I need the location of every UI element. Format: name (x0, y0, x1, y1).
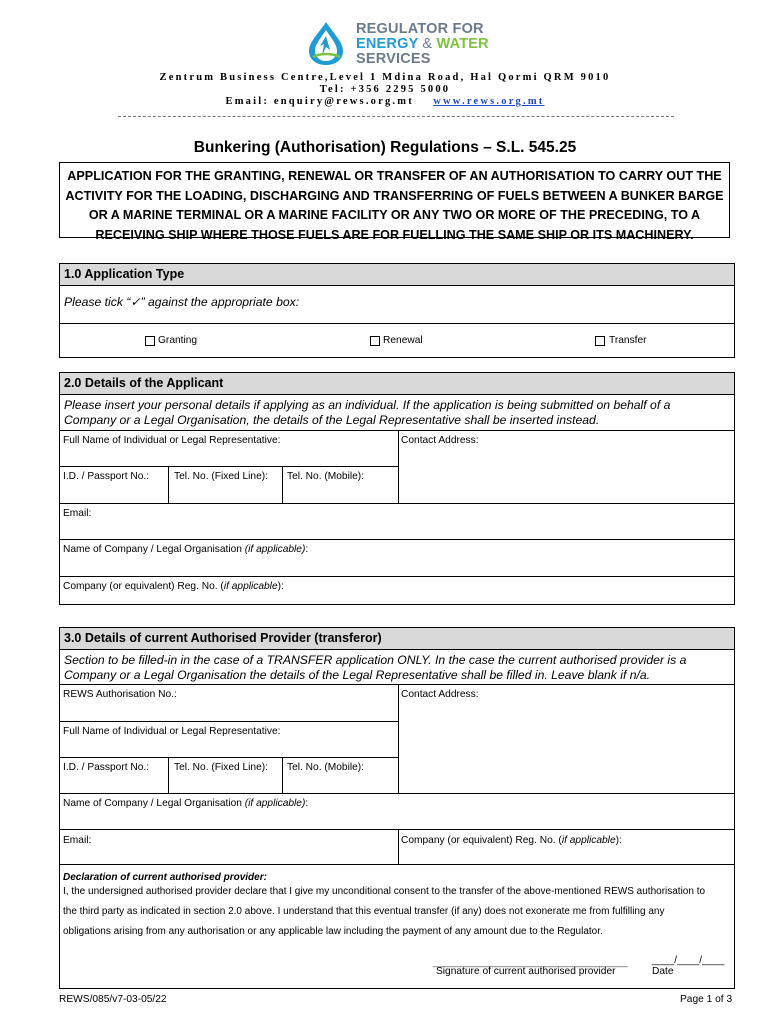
transfer-label: Transfer (609, 335, 647, 346)
renewal-checkbox[interactable] (370, 336, 380, 346)
date-line[interactable]: ____/____/____ (652, 955, 725, 966)
section-current-provider (59, 627, 735, 989)
office-address: Zentrum Business Centre,Level 1 Mdina Road, Hal Qormi QRM 9010 (159, 72, 611, 83)
section-applicant-details (59, 372, 735, 605)
applicant-company-name-field[interactable]: Name of Company / Legal Organisation (if applicable): (63, 544, 309, 555)
applicant-contact-address-field[interactable]: Contact Address: (401, 435, 479, 446)
date-label: Date (652, 966, 674, 977)
header-divider (118, 116, 674, 117)
logo-text-line3: SERVICES (356, 51, 431, 67)
section3-instruction: Section to be filled-in in the case of a TRANSFER application ONLY. In the case the current authorised provider is a Company or a Legal Organisation the details of the Legal Representative shall be filled in. Leave blank if n/a. (64, 653, 687, 682)
section2-heading: 2.0 Details of the Applicant (60, 373, 734, 395)
applicant-email-field[interactable]: Email: (63, 508, 92, 519)
section3-heading: 3.0 Details of current Authorised Provider (transferor) (60, 628, 734, 650)
provider-contact-address-field[interactable]: Contact Address: (401, 689, 479, 700)
applicant-id-passport-field[interactable]: I.D. / Passport No.: (63, 471, 150, 482)
provider-company-name-field[interactable]: Name of Company / Legal Organisation (if applicable): (63, 798, 309, 809)
provider-tel-fixed-field[interactable]: Tel. No. (Fixed Line): (174, 762, 268, 773)
declaration-text: I, the undersigned authorised provider declare that I give my unconditional consent to the transfer of the above-mentioned REWS authorisation to the third party as indicated in section 2.0 above. I understand that this eventual transfer (if any) does not exonerate me from fulfilling any obligations arising from any authorisation or any applicable law including the payment of any amount due to the Regulator. (63, 886, 706, 937)
provider-full-name-field[interactable]: Full Name of Individual or Legal Representative: (63, 726, 281, 737)
website-link[interactable]: www.rews.org.mt (433, 96, 545, 107)
signature-line[interactable]: ___________________________________ (433, 957, 628, 968)
application-title-box (59, 162, 730, 242)
office-email: Email: enquiry@rews.org.mt (225, 96, 414, 107)
section2-instruction: Please insert your personal details if applying as an individual. If the application is being submitted on behalf of a Company or a Legal Organisation, the details of the Legal Representative shall be inserted instead. (64, 398, 671, 427)
application-title: APPLICATION FOR THE GRANTING, RENEWAL OR TRANSFER OF AN AUTHORISATION TO CARRY OUT THE ACTIVITY FOR THE LOADING, DISCHARGING AND TRANSFERRING OF FUELS BETWEEN A BUNKER BARGE OR A MARINE TERMINAL OR A MARINE FACILITY OR ANY TWO OR MORE OF THE PRECEDING, TO A RECEIVING SHIP WHERE THOSE FUELS ARE FOR FUELLING THE SAME SHIP OR ITS MACHINERY. (65, 169, 724, 242)
applicant-full-name-field[interactable]: Full Name of Individual or Legal Representative: (63, 435, 281, 446)
logo-text-line1: REGULATOR FOR (356, 21, 484, 37)
declaration-heading: Declaration of current authorised provider: (63, 872, 267, 883)
rews-logo (304, 20, 524, 68)
granting-checkbox[interactable] (145, 336, 155, 346)
transfer-checkbox[interactable] (595, 336, 605, 346)
applicant-tel-mobile-field[interactable]: Tel. No. (Mobile): (287, 471, 364, 482)
form-code: REWS/085/v7-03-05/22 (59, 994, 167, 1005)
provider-id-passport-field[interactable]: I.D. / Passport No.: (63, 762, 150, 773)
provider-email-field[interactable]: Email: (63, 835, 92, 846)
applicant-tel-fixed-field[interactable]: Tel. No. (Fixed Line): (174, 471, 268, 482)
applicant-reg-no-field[interactable]: Company (or equivalent) Reg. No. (if applicable): (63, 581, 284, 592)
renewal-label: Renewal (383, 335, 423, 346)
water-drop-logo-icon (304, 20, 348, 66)
office-contact (0, 96, 770, 107)
section1-heading: 1.0 Application Type (60, 264, 734, 286)
office-telephone: Tel: +356 2295 5000 (319, 84, 451, 95)
section-application-type (59, 263, 735, 358)
logo-text-line2: ENERGY & WATER (356, 36, 489, 52)
provider-tel-mobile-field[interactable]: Tel. No. (Mobile): (287, 762, 364, 773)
provider-reg-no-field[interactable]: Company (or equivalent) Reg. No. (if applicable): (401, 835, 622, 846)
section1-instruction: Please tick “✓” against the appropriate box: (64, 295, 300, 309)
provider-rews-auth-no-field[interactable]: REWS Authorisation No.: (63, 689, 177, 700)
page-number: Page 1 of 3 (680, 994, 733, 1005)
granting-label: Granting (158, 335, 198, 346)
regulation-title: Bunkering (Authorisation) Regulations – S.L. 545.25 (193, 139, 577, 156)
signature-label: Signature of current authorised provider (436, 966, 616, 977)
